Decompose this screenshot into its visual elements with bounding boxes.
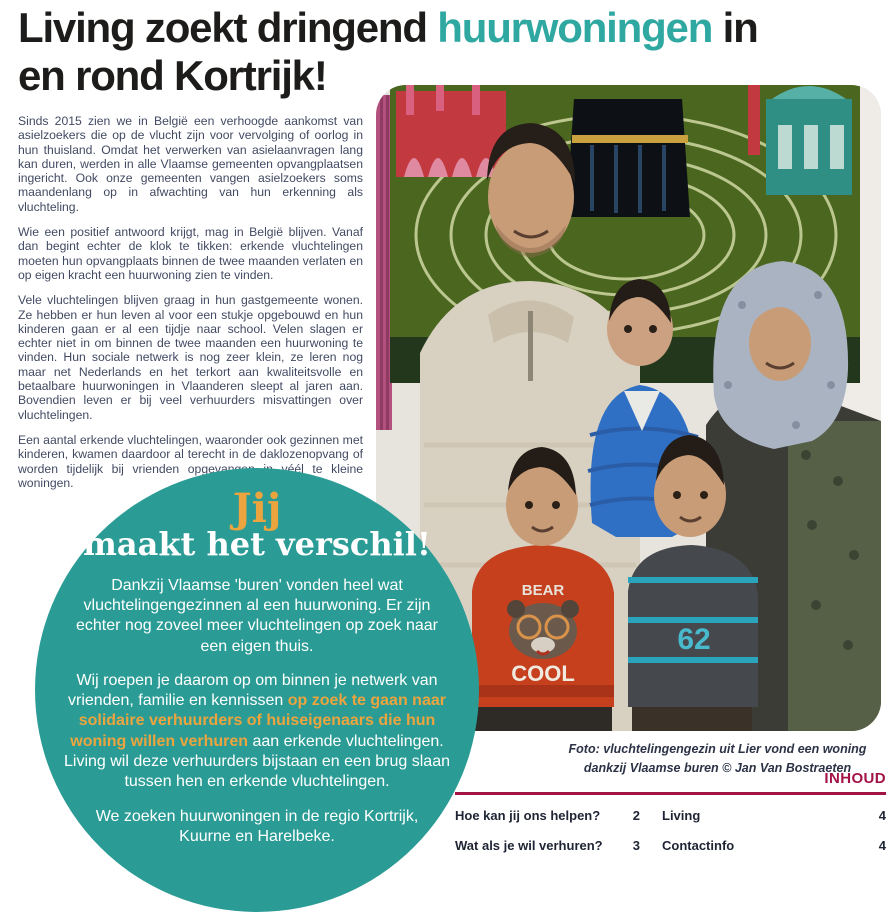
intro-paragraph: Sinds 2015 zien we in België een verhoogde aankomst van asielzoekers die op de vlucht zijn voor vervolging of oorlog in hun thuisland. Omdat het verwerken van asielaanvragen lang kan duren, werden in alle Vlaamse gemeenten opvangplaatsen ingericht. Ook onze gemeenten vangen asielzoekers soms maandenlang op in afwachting van hun erkenning als vluchteling. — [18, 114, 363, 214]
intro-text-column — [18, 114, 363, 501]
page-title-line1 — [18, 4, 878, 52]
toc-entry-page: 3 — [632, 838, 640, 853]
kaaba-cube — [566, 99, 690, 217]
sweater-text-cool: COOL — [511, 661, 575, 686]
call-to-action-circle — [35, 468, 479, 912]
intro-paragraph: Vele vluchtelingen blijven graag in hun gastgemeente wonen. Ze hebben er hun leven al voor een stukje opgebouwd en hun kinderen gaan er al een tijdje naar school. Velen slagen er echter niet in om binnen de twee maanden een huurwoning te vinden. Hun sociale netwerk is nog zeer klein, ze leren nog maar net Nederlands en het terkort aan kwaliteitsvolle en betaalbare huurwoningen in Vlaanderen sleept al jaren aan. Bovendien leven er bij veel verhuurders misvattingen over vluchtelingen. — [18, 293, 363, 422]
toc-entry-page: 4 — [878, 838, 886, 853]
title-text-end: in — [712, 4, 758, 51]
toc-entry-label: Wat als je wil verhuren? — [455, 838, 603, 853]
toc-title: INHOUD — [824, 770, 886, 787]
toc-entry[interactable] — [662, 808, 886, 823]
circle-accent-text: op zoek te gaan naar solidaire verhuurders of huiseigenaars die hun woning willen verhuren — [70, 692, 446, 750]
table-of-contents — [455, 770, 886, 853]
toc-divider — [455, 792, 886, 795]
page-title-line2: en rond Kortrijk! — [18, 51, 327, 99]
circle-paragraph: Wij roepen je daarom op om binnen je netwerk van vrienden, familie en kennissen op zoek te gaan naar solidaire verhuurders of huiseigenaars die hun woning willen verhuren aan erkende vluchtelingen. Living wil deze verhuurders bijstaan en een brug slaan tussen hen en erkende vluchtelingen. — [63, 671, 450, 791]
sweater-text-62: 62 — [677, 623, 711, 656]
toc-entry[interactable] — [455, 808, 640, 823]
toc-entry-label: Living — [662, 808, 701, 823]
photo-caption-line1: Foto: vluchtelingengezin uit Lier vond een woning — [568, 742, 867, 756]
toc-entry-label: Contactinfo — [662, 838, 735, 853]
circle-region-text: We zoeken huurwoningen in de regio Kortrijk, Kuurne en Harelbeke. — [95, 807, 419, 846]
photo-caption-line2: dankzij Vlaamse buren © Jan Van Bostraeten — [583, 761, 852, 776]
title-text: Living zoekt dringend — [18, 4, 438, 51]
toc-entry-page: 4 — [878, 808, 886, 823]
intro-paragraph: Wie een positief antwoord krijgt, mag in België blijven. Vanaf dan begint echter de klok te tikken: erkende vluchtelingen moeten hun opvangplaats binnen de twee maanden verlaten en op eigen kracht een huurwoning zien te vinden. — [18, 225, 363, 282]
intro-paragraph: Een aantal erkende vluchtelingen, waaronder ook gezinnen met kinderen, kwamen daardoor al terecht in de daklozenopvang of worden tijdelijk bij vrienden opgevangen in véél te kleine woningen. — [18, 432, 363, 490]
toc-entry[interactable] — [455, 838, 640, 853]
title-accent-word: huurwoningen — [437, 4, 713, 51]
toc-entry-page: 2 — [632, 808, 640, 823]
circle-title: maakt het verschil! — [83, 525, 431, 563]
toc-entry-label: Hoe kan jij ons helpen? — [455, 808, 601, 823]
sweater-text-bear: BEAR — [521, 582, 565, 599]
toc-entry[interactable] — [662, 838, 886, 853]
circle-paragraph: Dankzij Vlaamse 'buren' vonden heel wat vluchtelingengezinnen al een huurwoning. Er zijn echter nog zoveel meer vluchtelingen op zoek naar een eigen thuis. — [76, 576, 438, 655]
circle-title-accent: Jij — [232, 485, 282, 532]
